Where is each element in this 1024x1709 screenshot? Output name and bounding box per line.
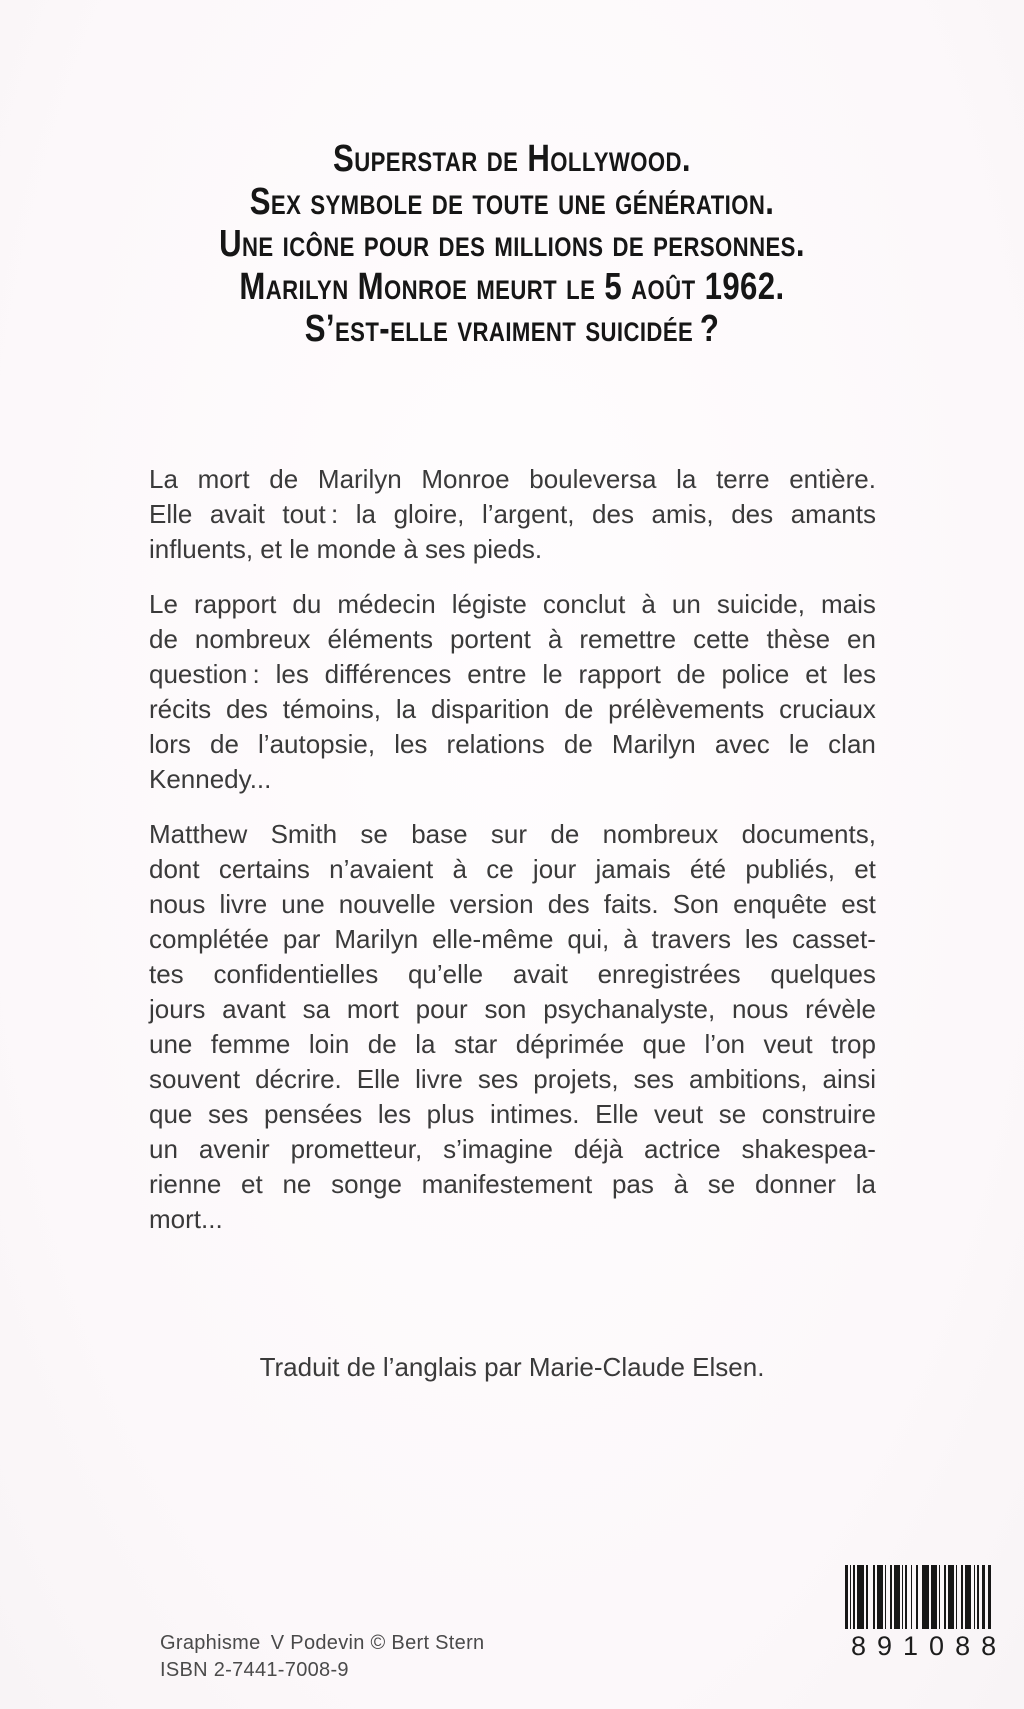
text-line: que ses pensées les plus intimes. Elle veut se construire bbox=[149, 1099, 876, 1129]
text-line: jours avant sa mort pour son psychanalyste, nous révèle bbox=[149, 994, 876, 1024]
text-line: influents, et le monde à ses pieds. bbox=[149, 534, 543, 564]
headline-line: S’est-elle vraiment suicidée ? bbox=[304, 308, 720, 350]
text-line: Le rapport du médecin légiste conclut à un suicide, mais bbox=[149, 589, 876, 619]
text-line: Elle avait tout : la gloire, l’argent, des amis, des amants bbox=[149, 499, 876, 529]
design-credit: Graphisme V Podevin © Bert Stern bbox=[160, 1632, 485, 1654]
text-line: La mort de Marilyn Monroe bouleversa la terre entière. bbox=[149, 464, 876, 494]
barcode-bars bbox=[845, 1565, 991, 1629]
translator-credit: Traduit de l’anglais par Marie-Claude Elsen. bbox=[259, 1352, 765, 1382]
barcode-number: 891088 bbox=[851, 1631, 1008, 1661]
text-line: tes confidentielles qu’elle avait enregistrées quelques bbox=[149, 959, 876, 989]
text-line: de nombreux éléments portent à remettre cette thèse en bbox=[149, 624, 876, 654]
text-line: lors de l’autopsie, les relations de Marilyn avec le clan bbox=[149, 729, 876, 759]
text-line: Matthew Smith se base sur de nombreux documents, bbox=[149, 819, 876, 849]
text-line: Kennedy... bbox=[149, 764, 272, 794]
body-paragraph bbox=[149, 817, 876, 1237]
text-line: nous livre une nouvelle version des faits. Son enquête est bbox=[149, 889, 876, 919]
text-line: une femme loin de la star déprimée que l’on veut trop bbox=[149, 1029, 876, 1059]
text-line: récits des témoins, la disparition de prélèvements cruciaux bbox=[149, 694, 876, 724]
headline-line: Une icône pour des millions de personnes. bbox=[219, 223, 805, 265]
text-line: un avenir prometteur, s’imagine déjà actrice shakespea- bbox=[149, 1134, 876, 1164]
body-text bbox=[149, 462, 876, 1257]
text-line: dont certains n’avaient à ce jour jamais été publiés, et bbox=[149, 854, 876, 884]
credits-block bbox=[160, 1630, 484, 1684]
text-line: complétée par Marilyn elle-même qui, à travers les casset- bbox=[149, 924, 876, 954]
text-line: question : les différences entre le rapport de police et les bbox=[149, 659, 876, 689]
headline-line: Superstar de Hollywood. bbox=[333, 138, 691, 180]
barcode bbox=[845, 1565, 1008, 1662]
body-paragraph bbox=[149, 462, 876, 567]
body-paragraph bbox=[149, 587, 876, 797]
headline-line: Sex symbole de toute une génération. bbox=[249, 180, 775, 223]
headline-line: Marilyn Monroe meurt le 5 août 1962. bbox=[239, 265, 785, 308]
text-line: rienne et ne songe manifestement pas à se donner la bbox=[149, 1169, 876, 1199]
headline-block bbox=[0, 138, 1024, 351]
text-line: mort... bbox=[149, 1204, 223, 1234]
text-line: souvent décrire. Elle livre ses projets, ses ambitions, ainsi bbox=[149, 1064, 876, 1094]
isbn: ISBN 2-7441-7008-9 bbox=[160, 1659, 349, 1681]
